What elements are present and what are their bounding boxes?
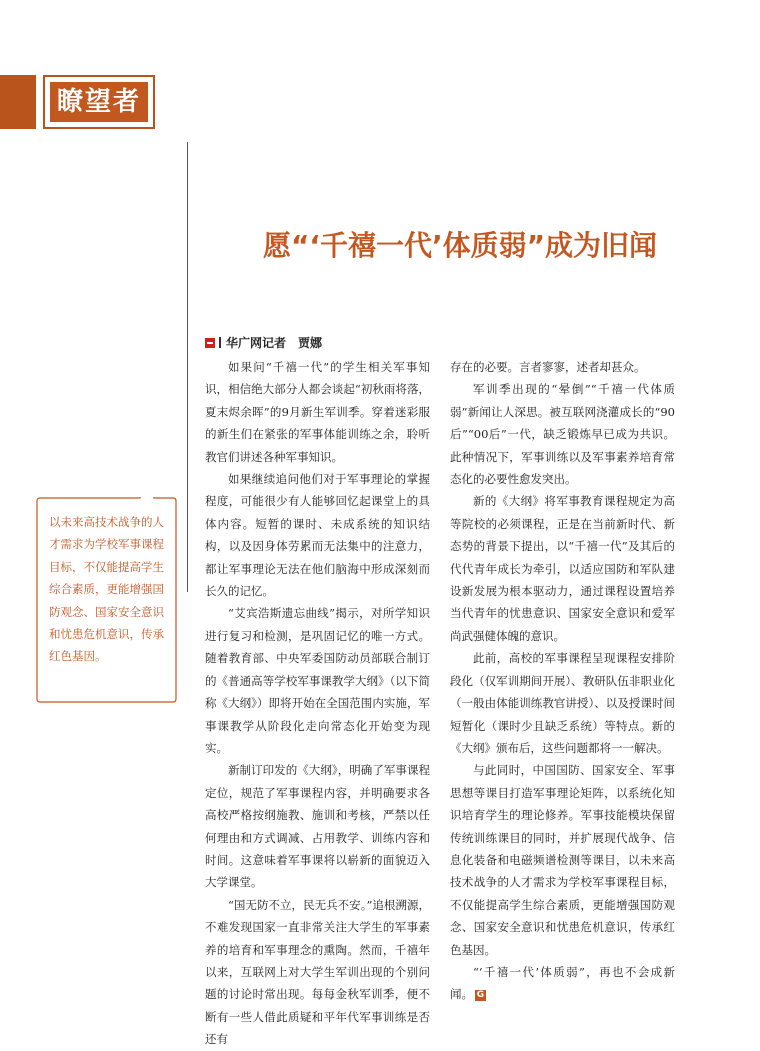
paragraph: 新制订印发的《大纲》，明确了军事课程定位，规范了军事课程内容，并明确要求各高校严格按纲施教、施训和考核，严禁以任何理由和方式调减、占用教学、训练内容和时间。这意味着军事课将以崭新的面貌迈入大学课堂。: [205, 763, 430, 890]
paragraph-last: [450, 961, 675, 1006]
column-header-box: [43, 75, 155, 129]
pull-quote-text: 以未来高技术战争的人才需求为学校军事课程目标，不仅能提高学生综合素质，更能增强国防观念、国家安全意识和忧患危机意识，传承红色基因。: [49, 515, 164, 664]
text-column-left: [205, 356, 430, 1051]
paragraph: “艾宾浩斯遗忘曲线”揭示，对所学知识进行复习和检测，是巩固记忆的唯一方式。随着教育部、中央军委国防动员部联合制订的《普通高等学校军事课教学大纲》（以下简称《大纲》）即将开始在全国范围内实施，军事课教学从阶段化走向常态化开始变为现实。: [205, 606, 430, 755]
paragraph: 新的《大纲》将军事教育课程规定为高等院校的必须课程，正是在当前新时代、新态势的背景下提出，以“千禧一代”及其后的代代青年成长为牵引，以适应国防和军队建设新发展为根本驱动力，通过课程设置培养当代青年的忧患意识、国家安全意识和爱军尚武强健体魄的意识。: [450, 494, 675, 643]
column-header-bar: [0, 75, 36, 129]
paragraph: 存在的必要。言者寥寥，述者却甚众。: [450, 360, 646, 374]
article-title: 愿“‘千禧一代’体质弱”成为旧闻: [262, 229, 658, 262]
byline-author: 贾娜: [298, 336, 323, 350]
paragraph: 如果继续追问他们对于军事理论的掌握程度，可能很少有人能够回忆起课堂上的具体内容。短暂的课时、未成系统的知识结构，以及因身体劳累而无法集中的注意力，都让军事理论无法在他们脑海中形成深刻而长久的记忆。: [205, 472, 430, 599]
byline: [205, 334, 322, 352]
end-mark-icon: G: [476, 989, 485, 1000]
last-paragraph-text: “‘千禧一代’体质弱”，再也不会成新闻。: [450, 964, 675, 1002]
vertical-divider: [187, 142, 188, 592]
byline-label: 华广网记者: [226, 336, 287, 350]
paragraph: 军训季出现的“晕倒”“千禧一代体质弱”新闻让人深思。被互联网浇灌成长的“90后”“00后”一代，缺乏锻炼早已成为共识。此种情况下，军事训练以及军事素养培育常态化的必要性愈发突出。: [450, 382, 675, 487]
column-name: 瞭望者: [50, 82, 148, 122]
byline-separator: [219, 337, 221, 348]
text-column-right: [450, 356, 675, 1006]
paragraph: 此前，高校的军事课程呈现课程安排阶段化（仅军训期间开展）、教研队伍非职业化（一般由体能训练教官讲授）、以及授课时间短暂化（课时少且缺乏系统）等特点。新的《大纲》颁布后，这些问题都将一一解决。: [450, 651, 675, 755]
paragraph: 如果问“千禧一代”的学生相关军事知识，相信绝大部分人都会谈起“初秋雨将落，夏末烬余晖”的9月新生军训季。穿着迷彩服的新生们在紧张的军事体能训练之余，聆听教官们讲述各种军事知识。: [205, 360, 430, 464]
pull-quote: [36, 497, 177, 703]
paragraph: 与此同时，中国国防、国家安全、军事思想等课目打造军事理论矩阵，以系统化知识培育学生的理论修养。军事技能模块保留传统训练课目的同时，并扩展现代战争、信息化装备和电磁频谱检测等课目，以未来高技术战争的人才需求为学校军事课程目标，不仅能提高学生综合素质，更能增强国防观念、国家安全意识和忧患危机意识，传承红色基因。: [450, 763, 675, 957]
paragraph: “国无防不立，民无兵不安。”追根溯源，不难发现国家一直非常关注大学生的军事素养的培育和军事理念的熏陶。然而，千禧年以来，互联网上对大学生军训出现的个别问题的讨论时常出现。每每金秋军训季，便不断有一些人借此质疑和平年代军事训练是否还有: [205, 897, 430, 1047]
byline-mark-icon: [205, 338, 215, 348]
